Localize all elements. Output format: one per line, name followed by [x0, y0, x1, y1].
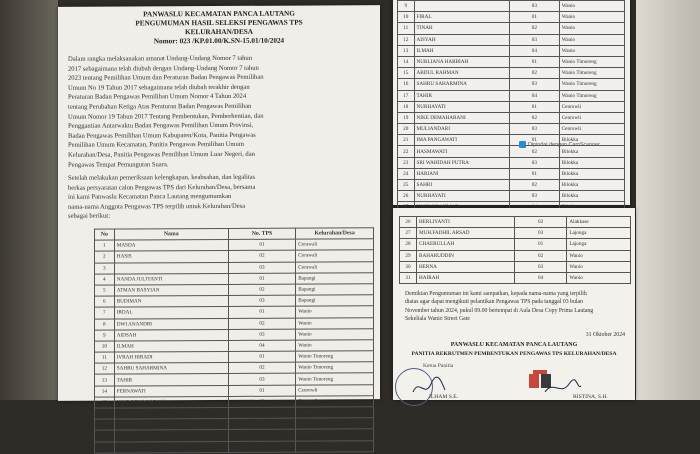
paragraph-line: Umum Nomor 19 Tahun 2017 Tentang Pembentukan, Pemberhentian, dan: [68, 112, 264, 121]
officer-name: NURHAYATI: [414, 191, 509, 202]
village-name: Wanio Timoreng: [559, 90, 624, 101]
paragraph-line: ini kami Panwaslu Kecamatan Panca Lautang mengumumkan: [68, 193, 232, 201]
table-row: [398, 157, 625, 168]
table-row: [400, 250, 631, 261]
officer-name: ILMAH: [114, 340, 228, 352]
village-name: Alakkase: [567, 217, 631, 228]
officer-name: MULIANDARI: [414, 124, 509, 135]
row-number: 4: [95, 274, 115, 285]
table-row: [398, 12, 625, 23]
paragraph-line: Demikian Pengumuman ini kami sampaikan, kepada nama-nama yang terpilih: [405, 291, 587, 297]
tps-number: 02: [228, 318, 295, 330]
table-row: [400, 272, 631, 283]
table-row: [400, 228, 631, 239]
village-name: Wanio Timoreng: [559, 68, 624, 79]
tps-number: 02: [514, 217, 567, 228]
paragraph-line: tentang Perubahan Ketiga Atas Peraturan Badan Pengawas Pemilihan: [68, 102, 252, 111]
paragraph-line: Sekeliala Wanio Street Gate: [405, 316, 470, 323]
village-name: Corawali: [296, 239, 374, 251]
village-name: Lajonga: [567, 239, 631, 250]
paragraph-line: November tahun 2024, pukul 09.00 bertempat di Aula Desa Copy Prima Lautang: [405, 307, 594, 314]
paragraph-line: Umum No 19 Tahun 2017 sebagaimana telah diubah terakhir dengan: [68, 83, 250, 92]
tps-number: 01: [228, 273, 295, 285]
tps-number: 01: [228, 418, 295, 430]
village-name: Bapangi: [296, 272, 374, 284]
selection-paragraph: [68, 172, 368, 222]
table-row: [398, 34, 625, 45]
closing-paragraph: [405, 290, 627, 324]
paragraph-line: 2023 tentang Pemilihan Umum dan Peraturan Badan Pengawas Pemilihan: [68, 73, 264, 82]
tps-number: 02: [228, 250, 295, 262]
row-number: 18: [398, 101, 415, 112]
row-number: 21: [398, 135, 415, 146]
table-row: [398, 79, 625, 90]
village-name: Wanio: [559, 45, 624, 56]
officer-name: ILMAH: [414, 45, 509, 56]
village-name: Bilokka: [559, 135, 624, 146]
officer-name: FERNAWATI: [114, 385, 228, 397]
column-header-tps: No. TPS: [228, 228, 295, 240]
announcement-page-three: [393, 208, 635, 400]
column-header-name: Nama: [114, 228, 228, 240]
tps-number: 01: [509, 101, 559, 112]
officer-name: IMA PANGAWATI: [114, 419, 228, 431]
right-background-edge: [636, 0, 700, 400]
village-name: Cenrowli: [296, 384, 374, 396]
table-row: [398, 45, 625, 56]
village-name: Bilokka: [559, 191, 624, 202]
officer-name: [414, 1, 509, 12]
village-name: Cenrowli: [296, 396, 374, 408]
officer-name: HERLIYANTI: [417, 217, 515, 228]
row-number: 16: [398, 79, 415, 90]
tps-number: 01: [509, 168, 559, 179]
row-number: 22: [398, 146, 415, 157]
officer-name: HARIANI: [414, 168, 509, 179]
table-body: [398, 1, 625, 214]
document-number: Nomor: 023 /KP.01.00/K.SN-15.01/10/2024: [153, 36, 285, 46]
table-row: [398, 90, 625, 101]
tps-number: 02: [509, 112, 559, 123]
signer-right-name: RISTINA, S.H.: [573, 394, 608, 400]
table-row: [398, 1, 625, 12]
camscanner-logo-icon: [519, 141, 526, 148]
tps-number: 03: [228, 441, 295, 453]
officer-name: CHAERULLAH: [417, 239, 515, 250]
tps-number: 03: [514, 261, 567, 272]
tps-number: 03: [228, 329, 295, 341]
table-body: [95, 239, 374, 453]
village-name: Bilokka: [296, 429, 374, 441]
row-number: 29: [400, 250, 417, 261]
row-number: 12: [95, 363, 115, 374]
row-number: 25: [398, 180, 415, 191]
tps-number: 03: [514, 228, 567, 239]
table-row: [398, 112, 625, 123]
selected-officers-table-continued: [397, 0, 625, 214]
row-number: 23: [398, 157, 415, 168]
paragraph-line: diatas agar dapat mengikuti pelantikan Pengawas TPS pada tanggal 03 bulan: [405, 299, 583, 306]
officer-name: TAHIR: [114, 374, 228, 386]
village-name: Bilokka: [296, 440, 374, 452]
officer-name: SAHRU SAHARMINA: [414, 79, 509, 90]
officer-name: NIKE DEMAHARANI: [114, 396, 228, 408]
tps-number: 01: [228, 306, 295, 318]
village-name: Wanio Timoreng: [559, 56, 624, 67]
row-number: 6: [95, 296, 115, 307]
officer-name: AISYAH: [414, 34, 509, 45]
left-background-edge: [0, 0, 58, 400]
paragraph-line: Setelah melakukan pemeriksaan kelengkapan, keabsahan, dan legalitas: [68, 173, 256, 182]
officer-name: IRDAL: [114, 307, 228, 319]
tps-number: 03: [509, 34, 559, 45]
village-name: Wanio: [567, 250, 631, 261]
village-name: Cenrowli: [559, 112, 624, 123]
tps-number: 02: [228, 429, 295, 441]
announcement-date: 31 Oktober 2024: [585, 332, 625, 338]
officer-name: TAHIR: [414, 90, 509, 101]
officer-name: AIDSAH: [114, 329, 228, 341]
officer-name: IMA PANGAWATI: [414, 135, 509, 146]
village-name: Wanio: [559, 12, 624, 23]
signature-subheading: PANITIA REKRUTMEN PEMBENTUKAN PENGAWAS TPS KELURAHAN/DESA: [411, 351, 617, 357]
officer-name: MASDA: [114, 240, 228, 252]
paragraph-line: Badan Pengawas Pemilihan Umum Kabupaten/Kota, Panitia Pengawas: [68, 131, 256, 140]
row-number: 5: [95, 285, 115, 296]
tps-number: 02: [228, 362, 295, 374]
officer-name: BUDIMAN: [114, 296, 228, 308]
paragraph-line: Dalam rangka melaksanakan amanat Undang-Undang Nomor 7 tahun: [68, 54, 253, 63]
column-header-no: No: [95, 229, 115, 240]
row-number: 13: [398, 45, 415, 56]
tps-number: 01: [509, 12, 559, 23]
village-name: Bilokka: [559, 157, 624, 168]
row-number: 19: [95, 442, 115, 453]
tps-number: 03: [509, 79, 559, 90]
row-number: 16: [95, 408, 115, 419]
column-header-village: Kelurahan/Desa: [296, 228, 374, 240]
table-row: [398, 56, 625, 67]
village-name: Wanio Timoreng: [559, 79, 624, 90]
intro-paragraph: [68, 53, 368, 170]
page-title: PANWASLU KECAMATAN PANCA LAUTANG: [143, 9, 295, 19]
village-name: Wanio: [567, 261, 631, 272]
tps-number: 02: [228, 396, 295, 408]
village-name: Cenrowli: [559, 124, 624, 135]
row-number: 24: [398, 168, 415, 179]
tps-number: 04: [514, 272, 567, 283]
tps-number: 03: [228, 407, 295, 419]
officer-name: HASMAWATI: [414, 146, 509, 157]
tps-number: 01: [509, 56, 559, 67]
village-name: Wanio Timoreng: [296, 351, 374, 363]
table-row: [400, 239, 631, 250]
tps-number: 01: [509, 135, 559, 146]
row-number: 19: [398, 112, 415, 123]
tps-number: 03: [228, 262, 295, 274]
tps-number: 01: [514, 239, 567, 250]
officer-name: IVRAH HIRADI: [114, 352, 228, 364]
tps-number: 03: [228, 295, 295, 307]
officer-name: HASMAWATI: [114, 430, 228, 442]
paragraph-line: Pengawas Tempat Pemungutan Suara.: [68, 160, 169, 169]
tps-number: 02: [509, 68, 559, 79]
officer-name: [114, 262, 228, 274]
row-number: 10: [95, 341, 115, 352]
row-number: 15: [95, 397, 115, 408]
officer-name: MULIANDARI: [114, 407, 228, 419]
table-row: [95, 440, 374, 453]
tps-number: 02: [509, 146, 559, 157]
village-name: Wanio: [559, 34, 624, 45]
paragraph-line: Penggantian Antarwaktu Badan Pengawas Pemilihan Umum Provinsi,: [68, 121, 254, 130]
row-number: 9: [95, 330, 115, 341]
row-number: 2: [95, 251, 115, 262]
tps-number: 04: [509, 90, 559, 101]
row-number: 31: [400, 272, 417, 283]
row-number: 26: [398, 191, 415, 202]
row-number: 7: [95, 307, 115, 318]
officer-name: ATMAN BASYIAN: [114, 284, 228, 296]
village-name: Wanio: [559, 23, 624, 34]
tps-number: 03: [228, 374, 295, 386]
officer-name: NURLIANA HARBIAH: [414, 56, 509, 67]
officer-name: HASIS: [114, 251, 228, 263]
village-name: Lajonga: [567, 228, 631, 239]
row-number: 26: [400, 217, 417, 228]
village-name: Corawali: [296, 250, 374, 262]
row-number: 14: [95, 386, 115, 397]
village-name: Wanio: [296, 328, 374, 340]
village-name: Corawali: [296, 261, 374, 273]
village-name: Bilokka: [559, 146, 624, 157]
officer-name: SAHRU SAHARMINA: [114, 363, 228, 375]
tps-number: 03: [509, 124, 559, 135]
selected-officers-table: [94, 227, 374, 453]
row-number: 1: [95, 240, 115, 251]
row-number: 11: [95, 352, 115, 363]
table-row: [398, 23, 625, 34]
village-name: Wanio Timoreng: [296, 362, 374, 374]
row-number: 27: [400, 228, 417, 239]
village-name: Bilokka: [559, 180, 624, 191]
village-name: Wanio: [296, 340, 374, 352]
row-number: 20: [398, 124, 415, 135]
row-number: 18: [95, 430, 115, 441]
tps-number: 03: [509, 1, 559, 12]
village-name: Bilokka: [559, 168, 624, 179]
village-name: Wanio: [559, 1, 624, 12]
paragraph-line: berkas persyaratan calon Pengawas TPS dari Kelurahan/Desa, bersama: [68, 183, 256, 192]
selected-officers-table-final: [399, 216, 631, 284]
paragraph-line: Peraturan Badan Pengawas Pemilihan Umum Nomor 4 Tahun 2024: [68, 93, 247, 102]
paragraph-line: Pemilihan Umum Kecamatan, Panitia Pengawas Pemilihan Umum: [68, 141, 244, 150]
announcement-page-one: [58, 5, 380, 451]
village-name: Bapangi: [296, 284, 374, 296]
row-number: 3: [95, 263, 115, 274]
tps-number: 04: [509, 45, 559, 56]
row-number: 11: [398, 23, 415, 34]
table-row: [400, 217, 631, 228]
officer-name: HERNA: [417, 261, 515, 272]
row-number: 17: [398, 90, 415, 101]
row-number: 12: [398, 34, 415, 45]
row-number: 17: [95, 419, 115, 430]
officer-name: BAHARUDDIN: [417, 250, 515, 261]
tps-number: 02: [509, 23, 559, 34]
page-subtitle: PENGUMUMAN HASIL SELEKSI PENGAWAS TPS: [135, 18, 303, 28]
officer-name: TINAH: [414, 23, 509, 34]
announcement-page-two: [393, 0, 630, 205]
row-number: 28: [400, 239, 417, 250]
officer-name: SRI WAHIDAH PUTRA: [114, 441, 228, 453]
row-number: 30: [400, 261, 417, 272]
signer-left-title: Ketua Panitia: [423, 363, 454, 369]
village-name: Cenrowli: [559, 101, 624, 112]
tps-number: 03: [509, 157, 559, 168]
signer-left-name: ILHAM S.E.: [429, 394, 459, 400]
paragraph-line: sebagai berikut:: [68, 212, 110, 221]
village-name: Wanio: [296, 317, 374, 329]
row-number: 10: [398, 12, 415, 23]
paragraph-line: 2017 sebagaimana telah diubah dengan Undang-Undang Nomor 7 tahun: [68, 64, 259, 73]
officer-name: ABDUL RAHMAN: [414, 68, 509, 79]
officer-name: SRI WAHIDAH PUTRA: [414, 157, 509, 168]
tps-number: 01: [228, 385, 295, 397]
table-body: [400, 217, 631, 284]
row-number: 9: [398, 1, 415, 12]
village-name: Wanio Timoreng: [296, 373, 374, 385]
table-row: [398, 68, 625, 79]
paragraph-line: nama-nama Anggota Pengawas TPS terpilih untuk Kelurahan/Desa: [68, 202, 246, 211]
tps-number: 02: [228, 284, 295, 296]
officer-name: NANDA JULIYANTI: [114, 273, 228, 285]
tps-number: 01: [228, 239, 295, 251]
officer-name: NIKE DEMAHARANI: [414, 112, 509, 123]
officer-name: HAIRAH: [417, 272, 515, 283]
tps-number: 03: [509, 191, 559, 202]
village-name: Cenrowli: [296, 407, 374, 419]
table-row: [398, 191, 625, 202]
village-name: Wanio: [567, 272, 631, 283]
village-name: Bilokka: [296, 418, 374, 430]
row-number: 13: [95, 374, 115, 385]
officer-name: FIRAL: [414, 12, 509, 23]
village-name: Bapangi: [296, 295, 374, 307]
tps-number: 04: [228, 340, 295, 352]
table-row: [398, 180, 625, 191]
scanner-watermark: Dipindai dengan CamScanner: [528, 142, 600, 148]
page-subtitle-2: KELURAHAN/DESA: [185, 27, 253, 37]
officer-name: MUH.FADHIL ARSAD: [417, 228, 515, 239]
row-number: 14: [398, 56, 415, 67]
table-row: [398, 101, 625, 112]
row-number: 15: [398, 68, 415, 79]
paragraph-line: Kelurahan/Desa, Panitia Pengawas Pemilihan Umum Luar Negeri, dan: [68, 150, 255, 159]
table-row: [398, 168, 625, 179]
tps-number: 02: [509, 180, 559, 191]
tps-number: 02: [514, 250, 567, 261]
table-row: [400, 261, 631, 272]
officer-name: DWI ANANDRI: [114, 318, 228, 330]
table-row: [398, 124, 625, 135]
row-number: 8: [95, 319, 115, 330]
officer-name: SAHRI: [414, 180, 509, 191]
signature-heading: PANWASLU KECAMATAN PANCA LAUTANG: [450, 342, 578, 348]
tps-number: 01: [228, 351, 295, 363]
officer-name: NURHAYATI: [414, 101, 509, 112]
village-name: Wanio: [296, 306, 374, 318]
